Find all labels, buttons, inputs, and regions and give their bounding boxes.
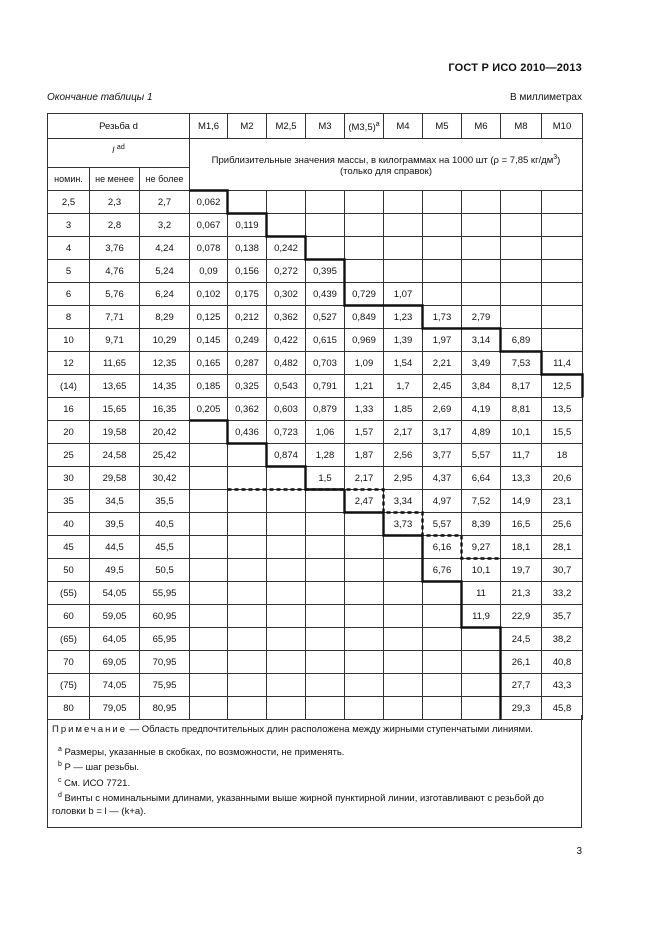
length-min-cell: 11,65: [90, 352, 140, 375]
length-nominal-cell: 20: [48, 421, 90, 444]
mass-cell: 3,77: [423, 444, 462, 467]
mass-cell: 0,543: [267, 375, 306, 398]
mass-cell: 3,73: [384, 513, 423, 536]
length-min-cell: 59,05: [90, 605, 140, 628]
length-nominal-cell: 25: [48, 444, 90, 467]
length-min-cell: 15,65: [90, 398, 140, 421]
length-label-cell: l $^{ad}$: [48, 139, 190, 168]
mass-cell: 13,3: [501, 467, 542, 490]
length-nominal-cell: (65): [48, 628, 90, 651]
mass-cell: 0,249: [228, 329, 267, 352]
length-min-cell: 2,8: [90, 214, 140, 237]
mass-cell: 0,849: [345, 306, 384, 329]
mass-cell: 1,85: [384, 398, 423, 421]
mass-cell: 8,81: [501, 398, 542, 421]
mass-cell: 1,07: [384, 283, 423, 306]
mass-cell: 1,7: [384, 375, 423, 398]
length-nominal-cell: 10: [48, 329, 90, 352]
length-min-cell: 3,76: [90, 237, 140, 260]
mass-cell: 19,7: [501, 559, 542, 582]
mass-cell: 25,6: [542, 513, 583, 536]
length-min-cell: 4,76: [90, 260, 140, 283]
mass-cell: 0,969: [345, 329, 384, 352]
mass-cell: 1,97: [423, 329, 462, 352]
length-min-cell: 24,58: [90, 444, 140, 467]
mass-cell: 1,39: [384, 329, 423, 352]
length-nominal-cell: 45: [48, 536, 90, 559]
mass-cell: 11,4: [542, 352, 583, 375]
mass-cell: 0,439: [306, 283, 345, 306]
footnote-c: $^c$ См. ИСО 7721.: [58, 776, 131, 789]
mass-cell: 0,062: [190, 191, 228, 214]
length-min-cell: 79,05: [90, 697, 140, 720]
mass-cell: 1,21: [345, 375, 384, 398]
mass-cell: 1,33: [345, 398, 384, 421]
mass-cell: 11,9: [462, 605, 501, 628]
notes-block: [47, 715, 582, 828]
mass-cell: 26,1: [501, 651, 542, 674]
length-min-cell: 9,71: [90, 329, 140, 352]
mass-cell: 8,17: [501, 375, 542, 398]
length-min-cell: 49,5: [90, 559, 140, 582]
mass-cell: 6,16: [423, 536, 462, 559]
mass-cell: 3,14: [462, 329, 501, 352]
mass-cell: 0,436: [228, 421, 267, 444]
length-max-cell: 5,24: [140, 260, 190, 283]
length-nominal-cell: (75): [48, 674, 90, 697]
mass-cell: 30,7: [542, 559, 583, 582]
length-max-cell: 45,5: [140, 536, 190, 559]
mass-cell: 0,729: [345, 283, 384, 306]
mass-cell: 12,5: [542, 375, 583, 398]
mass-cell: 33,2: [542, 582, 583, 605]
units-label: В миллиметрах: [510, 92, 582, 103]
mass-cell: 45,8: [542, 697, 583, 720]
mass-cell: 23,1: [542, 490, 583, 513]
length-max-cell: 50,5: [140, 559, 190, 582]
length-max-cell: 60,95: [140, 605, 190, 628]
mass-cell: 2,17: [384, 421, 423, 444]
length-min-cell: 19,58: [90, 421, 140, 444]
mass-cell: 3,34: [384, 490, 423, 513]
mass-cell: 0,185: [190, 375, 228, 398]
mass-cell: 8,39: [462, 513, 501, 536]
length-nominal-cell: 80: [48, 697, 90, 720]
mass-cell: 3,49: [462, 352, 501, 375]
length-nominal-cell: 70: [48, 651, 90, 674]
length-max-cell: 80,95: [140, 697, 190, 720]
length-nominal-cell: 5: [48, 260, 90, 283]
thread-m10: M10: [542, 114, 583, 139]
mass-cell: 0,205: [190, 398, 228, 421]
mass-cell: 0,302: [267, 283, 306, 306]
standard-designation: ГОСТ Р ИСО 2010—2013: [448, 62, 582, 74]
mass-cell: 14,9: [501, 490, 542, 513]
thread-m3: M3: [306, 114, 345, 139]
mass-cell: 0,325: [228, 375, 267, 398]
footnote-a: $^a$ Размеры, указанные в скобках, по возможности, не применять.: [58, 745, 345, 758]
mass-cell: 0,102: [190, 283, 228, 306]
mass-cell: 1,73: [423, 306, 462, 329]
length-nominal-cell: 8: [48, 306, 90, 329]
mass-cell: 2,56: [384, 444, 423, 467]
mass-cell: 4,37: [423, 467, 462, 490]
length-min-cell: 74,05: [90, 674, 140, 697]
mass-cell: 0,723: [267, 421, 306, 444]
thread-m6: M6: [462, 114, 501, 139]
lower-step-line: [190, 421, 345, 490]
mass-cell: 1,09: [345, 352, 384, 375]
length-nominal-cell: 3: [48, 214, 90, 237]
thread-m2: M2: [228, 114, 267, 139]
mass-cell: 0,703: [306, 352, 345, 375]
length-max-cell: 12,35: [140, 352, 190, 375]
mass-cell: 1,23: [384, 306, 423, 329]
table-caption: Окончание таблицы 1: [47, 92, 153, 103]
length-min-cell: 54,05: [90, 582, 140, 605]
col-nom: номин.: [48, 168, 90, 191]
mass-cell: 21,3: [501, 582, 542, 605]
bottom-step-line: [345, 490, 501, 720]
mass-cell: 1,54: [384, 352, 423, 375]
length-max-cell: 4,24: [140, 237, 190, 260]
length-max-cell: 65,95: [140, 628, 190, 651]
thread-m5: M5: [423, 114, 462, 139]
length-min-cell: 2,3: [90, 191, 140, 214]
mass-cell: 18: [542, 444, 583, 467]
length-nominal-cell: 16: [48, 398, 90, 421]
mass-cell: 3,17: [423, 421, 462, 444]
thread-m35: $(M3,5)^a$: [345, 114, 384, 139]
mass-cell: 2,17: [345, 467, 384, 490]
mass-cell: 0,527: [306, 306, 345, 329]
length-nominal-cell: 4: [48, 237, 90, 260]
length-max-cell: 3,2: [140, 214, 190, 237]
length-min-cell: 44,5: [90, 536, 140, 559]
mass-cell: 0,09: [190, 260, 228, 283]
mass-cell: 1,5: [306, 467, 345, 490]
footnote-d: $^d$ Винты с номинальными длинами, указанными выше жирной пунктирной линии, изготавливают с резьбой до головки b = l — (k+a).: [52, 792, 544, 818]
mass-cell: 0,615: [306, 329, 345, 352]
dashed-thread-limit-line: [228, 490, 501, 559]
mass-cell: 4,89: [462, 421, 501, 444]
mass-cell: 10,1: [501, 421, 542, 444]
mass-cell: 0,125: [190, 306, 228, 329]
mass-cell: 0,175: [228, 283, 267, 306]
length-min-cell: 13,65: [90, 375, 140, 398]
mass-cell: 0,212: [228, 306, 267, 329]
mass-cell: 1,28: [306, 444, 345, 467]
mass-cell: 0,138: [228, 237, 267, 260]
mass-cell: 20,6: [542, 467, 583, 490]
mass-cell: 40,8: [542, 651, 583, 674]
mass-cell: 3,84: [462, 375, 501, 398]
mass-cell: 0,272: [267, 260, 306, 283]
mass-cell: 43,3: [542, 674, 583, 697]
length-max-cell: 70,95: [140, 651, 190, 674]
length-max-cell: 35,5: [140, 490, 190, 513]
length-nominal-cell: 40: [48, 513, 90, 536]
mass-cell: 0,156: [228, 260, 267, 283]
mass-note-cell: Приблизительные значения массы, в килограммах на 1000 шт (ρ = 7,85 $кг/дм^3$) (только для справок): [190, 139, 583, 191]
length-max-cell: 25,42: [140, 444, 190, 467]
mass-cell: 0,242: [267, 237, 306, 260]
mass-cell: 5,57: [462, 444, 501, 467]
length-nominal-cell: (14): [48, 375, 90, 398]
mass-cell: 6,64: [462, 467, 501, 490]
length-max-cell: 10,29: [140, 329, 190, 352]
mass-cell: 2,79: [462, 306, 501, 329]
length-max-cell: 14,35: [140, 375, 190, 398]
length-nominal-cell: (55): [48, 582, 90, 605]
mass-cell: 7,52: [462, 490, 501, 513]
mass-cell: 0,482: [267, 352, 306, 375]
thread-m25: M2,5: [267, 114, 306, 139]
length-min-cell: 69,05: [90, 651, 140, 674]
length-min-cell: 5,76: [90, 283, 140, 306]
mass-cell: 0,395: [306, 260, 345, 283]
mass-cell: 29,3: [501, 697, 542, 720]
mass-cell: 38,2: [542, 628, 583, 651]
length-max-cell: 55,95: [140, 582, 190, 605]
mass-cell: 0,874: [267, 444, 306, 467]
mass-cell: 0,165: [190, 352, 228, 375]
mass-cell: 28,1: [542, 536, 583, 559]
mass-cell: 2,69: [423, 398, 462, 421]
length-max-cell: 75,95: [140, 674, 190, 697]
mass-cell: 9,27: [462, 536, 501, 559]
length-nominal-cell: 35: [48, 490, 90, 513]
thread-m8: M8: [501, 114, 542, 139]
upper-step-line: [190, 191, 583, 398]
mass-cell: 0,362: [228, 398, 267, 421]
mass-cell: 0,119: [228, 214, 267, 237]
thread-label-cell: Резьба d: [48, 114, 190, 139]
mass-cell: 0,078: [190, 237, 228, 260]
mass-cell: 22,9: [501, 605, 542, 628]
length-max-cell: 30,42: [140, 467, 190, 490]
mass-cell: 10,1: [462, 559, 501, 582]
mass-cell: 1,06: [306, 421, 345, 444]
length-nominal-cell: 2,5: [48, 191, 90, 214]
mass-cell: 0,287: [228, 352, 267, 375]
mass-cell: 2,21: [423, 352, 462, 375]
mass-cell: 11: [462, 582, 501, 605]
mass-cell: 16,5: [501, 513, 542, 536]
length-nominal-cell: 50: [48, 559, 90, 582]
length-min-cell: 29,58: [90, 467, 140, 490]
mass-cell: 1,57: [345, 421, 384, 444]
mass-cell: 0,422: [267, 329, 306, 352]
mass-cell: 6,76: [423, 559, 462, 582]
mass-cell: 0,145: [190, 329, 228, 352]
mass-cell: 24,5: [501, 628, 542, 651]
footnote-b: $^b$ P — шаг резьбы.: [58, 761, 140, 774]
mass-cell: 2,47: [345, 490, 384, 513]
length-max-cell: 6,24: [140, 283, 190, 306]
length-min-cell: 39,5: [90, 513, 140, 536]
page-number: 3: [576, 846, 582, 857]
thread-m16: M1,6: [190, 114, 228, 139]
mass-cell: 2,45: [423, 375, 462, 398]
col-max: не более: [140, 168, 190, 191]
mass-cell: 7,53: [501, 352, 542, 375]
mass-cell: 4,97: [423, 490, 462, 513]
length-max-cell: 2,7: [140, 191, 190, 214]
length-nominal-cell: 60: [48, 605, 90, 628]
length-min-cell: 7,71: [90, 306, 140, 329]
mass-cell: 18,1: [501, 536, 542, 559]
length-nominal-cell: 6: [48, 283, 90, 306]
mass-cell: 5,57: [423, 513, 462, 536]
length-min-cell: 34,5: [90, 490, 140, 513]
length-max-cell: 40,5: [140, 513, 190, 536]
mass-cell: 4,19: [462, 398, 501, 421]
mass-cell: 0,791: [306, 375, 345, 398]
length-min-cell: 64,05: [90, 628, 140, 651]
length-max-cell: 8,29: [140, 306, 190, 329]
length-nominal-cell: 12: [48, 352, 90, 375]
mass-cell: 2,95: [384, 467, 423, 490]
col-min: не менее: [90, 168, 140, 191]
mass-cell: 1,87: [345, 444, 384, 467]
mass-cell: 0,362: [267, 306, 306, 329]
mass-cell: 35,7: [542, 605, 583, 628]
thread-m4: M4: [384, 114, 423, 139]
note-paragraph: Примечание — Область предпочтительных длин расположена между жирными ступенчатыми линиями.: [52, 724, 534, 735]
length-nominal-cell: 30: [48, 467, 90, 490]
mass-cell: 6,89: [501, 329, 542, 352]
mass-cell: 0,603: [267, 398, 306, 421]
mass-cell: 0,067: [190, 214, 228, 237]
mass-cell: 15,5: [542, 421, 583, 444]
mass-cell: 0,879: [306, 398, 345, 421]
length-max-cell: 20,42: [140, 421, 190, 444]
mass-cell: 27,7: [501, 674, 542, 697]
mass-cell: 11,7: [501, 444, 542, 467]
mass-cell: 13,5: [542, 398, 583, 421]
length-max-cell: 16,35: [140, 398, 190, 421]
